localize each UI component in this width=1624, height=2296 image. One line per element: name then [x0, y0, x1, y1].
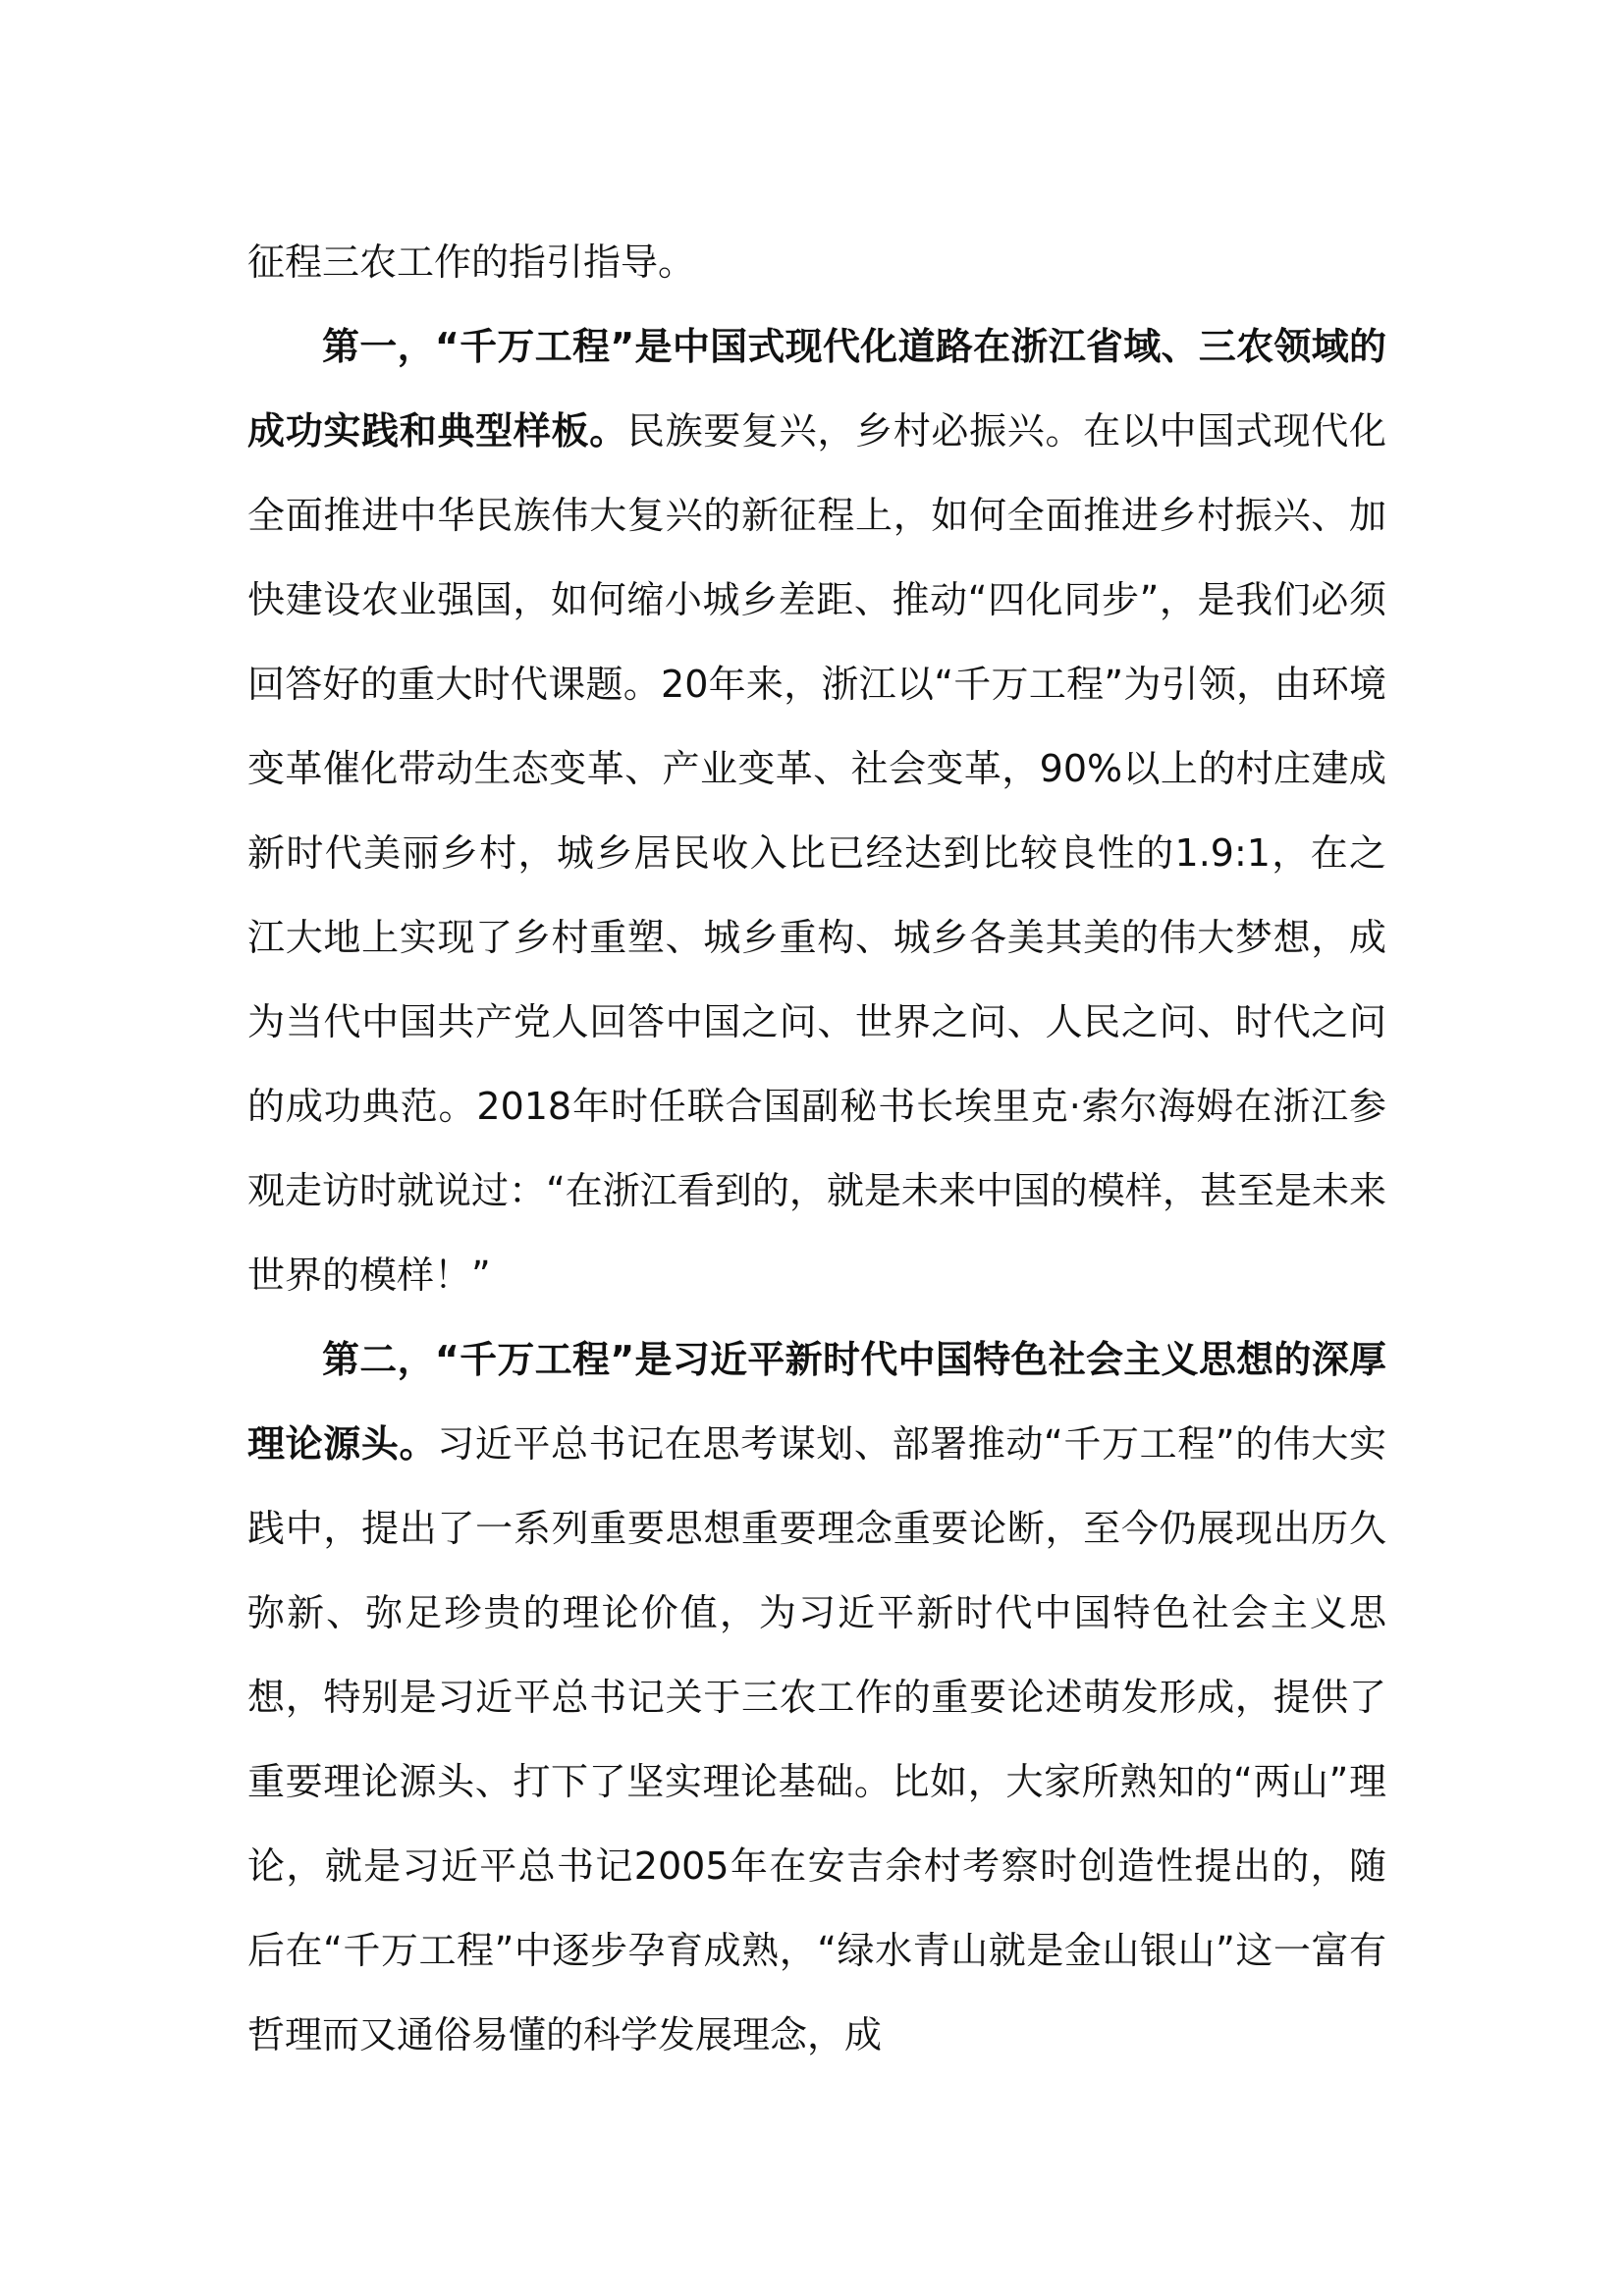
paragraph-continuation: [247, 220, 1386, 304]
paragraph-first-point: [247, 304, 1386, 1317]
document-page: [247, 220, 1386, 2077]
paragraph-text: 征程三农工作的指引指导。: [247, 240, 696, 284]
paragraph-lead-bold: 第二，“千万工程”是习近平新时代中国特色社会主义思想的深厚理论源头。: [247, 1338, 1386, 1466]
paragraph-text: 民族要复兴，乡村必振兴。在以中国式现代化全面推进中华民族伟大复兴的新征程上，如何全面推进乡村振兴、加快建设农业强国，如何缩小城乡差距、推动“四化同步”，是我们必须回答好的重大时代课题。20年来，浙江以“千万工程”为引领，由环境变革催化带动生态变革、产业变革、社会变革，90%以上的村庄建成新时代美丽乡村，城乡居民收入比已经达到比较良性的1.9:1，在之江大地上实现了乡村重塑、城乡重构、城乡各美其美的伟大梦想，成为当代中国共产党人回答中国之问、世界之问、人民之问、时代之问的成功典范。2018年时任联合国副秘书长埃里克·索尔海姆在浙江参观走访时就说过：“在浙江看到的，就是未来中国的模样，甚至是未来世界的模样！”: [247, 409, 1386, 1297]
paragraph-text: 习近平总书记在思考谋划、部署推动“千万工程”的伟大实践中，提出了一系列重要思想重要理念重要论断，至今仍展现出历久弥新、弥足珍贵的理论价值，为习近平新时代中国特色社会主义思想，特别是习近平总书记关于三农工作的重要论述萌发形成，提供了重要理论源头、打下了坚实理论基础。比如，大家所熟知的“两山”理论，就是习近平总书记2005年在安吉余村考察时创造性提出的，随后在“千万工程”中逐步孕育成熟，“绿水青山就是金山银山”这一富有哲理而又通俗易懂的科学发展理念，成: [247, 1422, 1386, 2056]
paragraph-lead-bold: 第一，“千万工程”是中国式现代化道路在浙江省域、三农领域的成功实践和典型样板。: [247, 325, 1386, 453]
paragraph-second-point: [247, 1317, 1386, 2077]
